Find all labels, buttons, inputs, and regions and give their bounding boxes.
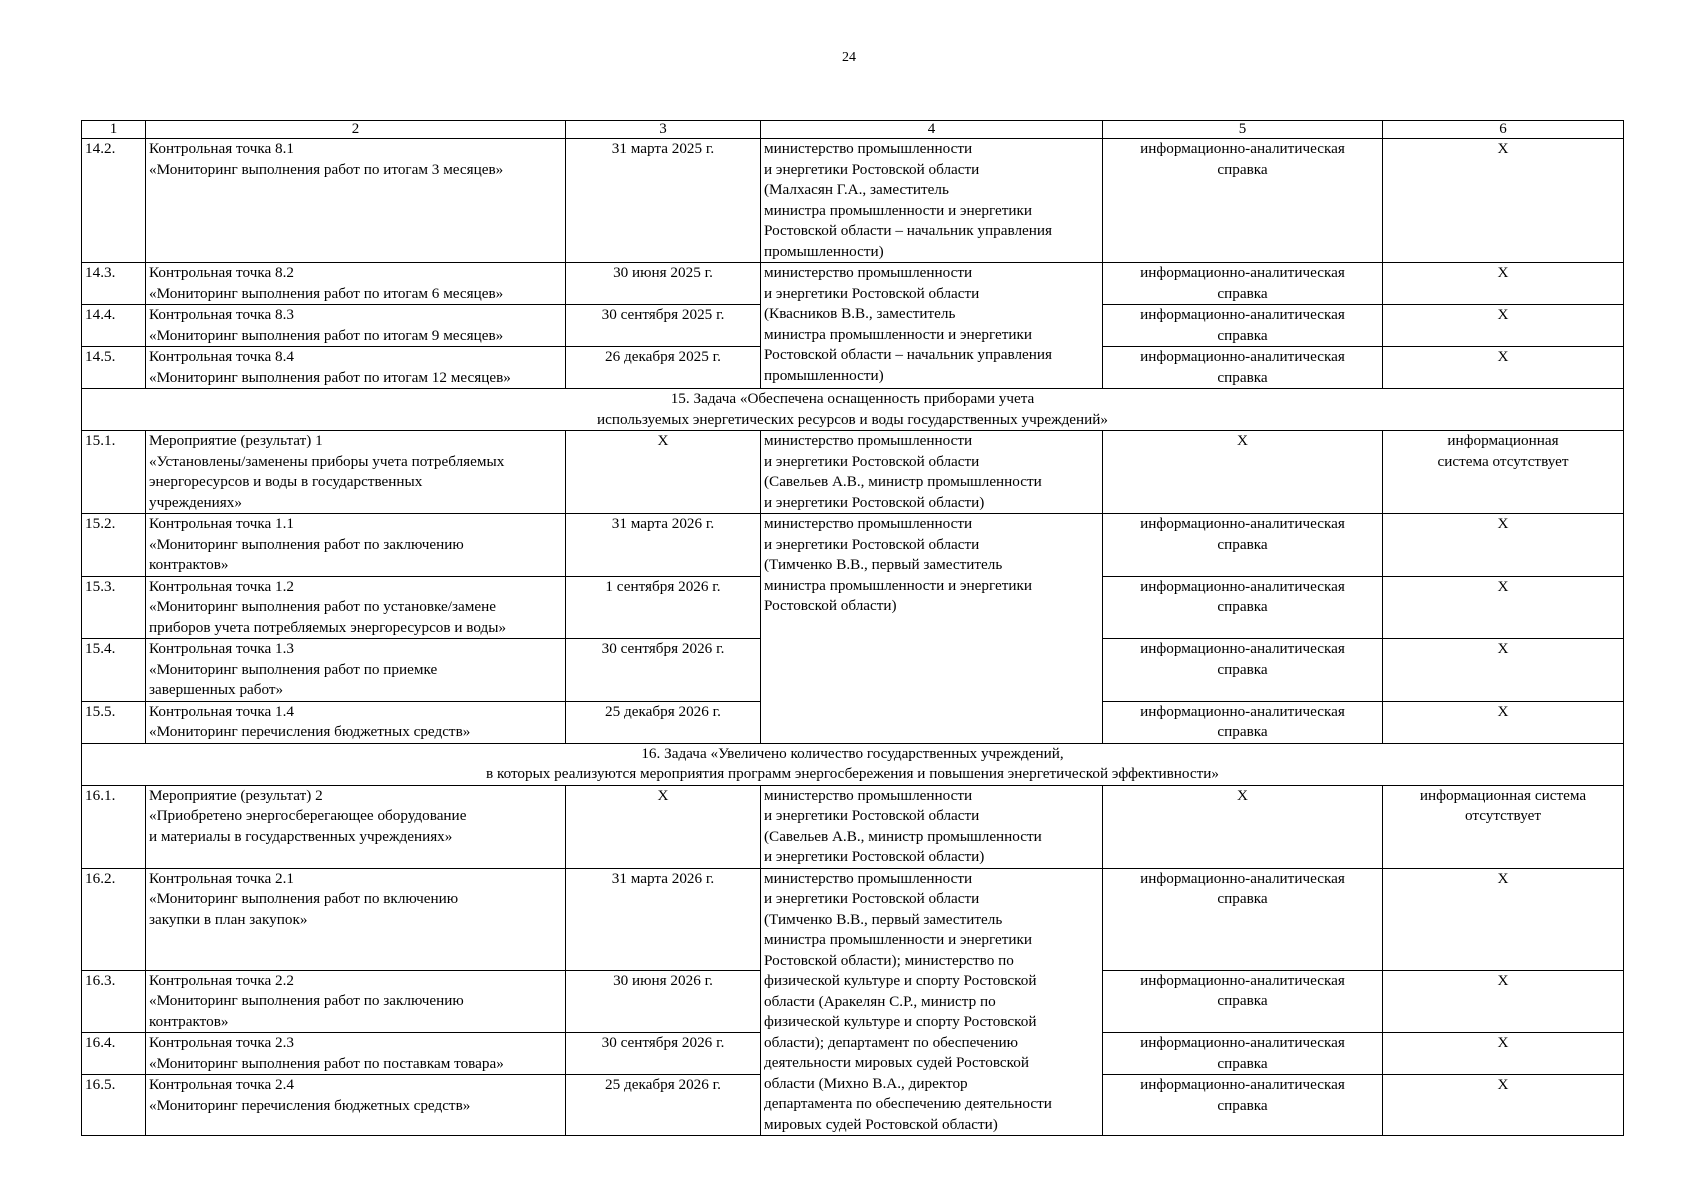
- cell-line: Контрольная точка 8.3: [149, 306, 295, 323]
- column-header: 2: [146, 121, 566, 139]
- table-row: [82, 868, 1624, 970]
- cell-line: информационная: [1447, 432, 1559, 449]
- cell-line: информационно-аналитическая: [1140, 577, 1345, 595]
- page-number: 24: [842, 50, 856, 65]
- header-row: [82, 121, 1624, 139]
- cell-line: и энергетики Ростовской области: [764, 452, 980, 470]
- cell-line: Контрольная точка 2.3: [149, 1034, 295, 1051]
- item-name: [146, 431, 566, 514]
- cell-line: X: [1497, 640, 1509, 657]
- cell-line: X: [1497, 1034, 1509, 1051]
- cell-line: справка: [1217, 660, 1268, 678]
- cell-line: «Мониторинг выполнения работ по итогам 9 месяцев»: [149, 326, 504, 344]
- cell-line: справка: [1217, 723, 1268, 740]
- cell-line: информационно-аналитическая: [1140, 264, 1345, 281]
- cell-line: система отсутствует: [1437, 452, 1569, 470]
- document-type: [1103, 576, 1383, 639]
- information-system: [1383, 347, 1624, 389]
- item-name: [146, 576, 566, 639]
- due-date: 26 декабря 2025 г.: [566, 347, 761, 389]
- cell-line: Контрольная точка 8.2: [149, 264, 295, 281]
- responsible-executor: [761, 785, 1103, 868]
- cell-line: X: [1497, 515, 1509, 532]
- cell-line: «Мониторинг выполнения работ по установке/замене: [149, 598, 496, 615]
- cell-line: и энергетики Ростовской области: [764, 807, 980, 824]
- cell-line: (Савельев А.В., министр промышленности: [764, 827, 1042, 845]
- row-number: 14.2.: [82, 139, 146, 263]
- cell-line: X: [1497, 1076, 1509, 1093]
- cell-line: промышленности): [764, 242, 884, 260]
- cell-line: Контрольная точка 2.1: [149, 869, 295, 887]
- cell-line: справка: [1217, 1054, 1268, 1072]
- document-type: [1103, 701, 1383, 743]
- responsible-executor: [761, 139, 1103, 263]
- table-row: [82, 514, 1624, 577]
- cell-line: информационно-аналитическая: [1140, 1076, 1345, 1093]
- due-date: 30 июня 2025 г.: [566, 263, 761, 305]
- cell-line: Ростовской области – начальник управления: [764, 222, 1053, 239]
- information-system: [1383, 639, 1624, 702]
- cell-line: справка: [1217, 368, 1268, 386]
- cell-line: контрактов»: [149, 1012, 229, 1030]
- due-date: 30 сентября 2025 г.: [566, 305, 761, 347]
- row-number: 16.1.: [82, 785, 146, 868]
- cell-line: информационно-аналитическая: [1140, 640, 1345, 657]
- cell-line: «Мониторинг выполнения работ по заключению: [149, 535, 464, 553]
- task-row: [82, 389, 1624, 431]
- item-name: [146, 139, 566, 263]
- row-number: 16.5.: [82, 1075, 146, 1136]
- cell-line: 15. Задача «Обеспечена оснащенность приборами учета: [670, 390, 1035, 407]
- cell-line: «Установлены/заменены приборы учета потребляемых: [149, 452, 505, 470]
- cell-line: информационно-аналитическая: [1140, 1034, 1345, 1051]
- column-header: 5: [1103, 121, 1383, 139]
- cell-line: «Мониторинг выполнения работ по заключению: [149, 992, 464, 1009]
- cell-line: закупки в план закупок»: [149, 910, 308, 928]
- cell-line: информационная система: [1419, 786, 1587, 804]
- cell-line: «Мониторинг перечисления бюджетных средств»: [149, 723, 471, 740]
- cell-line: в которых реализуются мероприятия программ энергосбережения и повышения энергетической эффективности»: [486, 765, 1219, 782]
- cell-line: «Мониторинг перечисления бюджетных средств»: [149, 1096, 471, 1114]
- information-system: [1383, 514, 1624, 577]
- table-row: [82, 431, 1624, 514]
- cell-line: мировых судей Ростовской области): [764, 1115, 998, 1133]
- due-date: X: [566, 431, 761, 514]
- document-type: [1103, 305, 1383, 347]
- row-number: 15.5.: [82, 701, 146, 743]
- cell-line: министерство промышленности: [764, 140, 973, 157]
- cell-line: области (Михно В.А., директор: [764, 1074, 968, 1092]
- document-type: [1103, 785, 1383, 868]
- item-name: [146, 970, 566, 1033]
- column-header: 4: [761, 121, 1103, 139]
- cell-line: энергоресурсов и воды в государственных: [149, 473, 423, 490]
- cell-line: и энергетики Ростовской области: [764, 284, 980, 302]
- due-date: 31 марта 2025 г.: [566, 139, 761, 263]
- cell-line: X: [1237, 432, 1248, 449]
- information-system: [1383, 701, 1624, 743]
- cell-line: «Мониторинг выполнения работ по итогам 6 месяцев»: [149, 284, 504, 302]
- cell-line: X: [1237, 786, 1248, 804]
- cell-line: министерство промышленности: [764, 515, 973, 532]
- information-system: [1383, 785, 1624, 868]
- cell-line: завершенных работ»: [149, 681, 284, 698]
- cell-line: «Приобретено энергосберегающее оборудование: [149, 807, 467, 824]
- item-name: [146, 347, 566, 389]
- cell-line: Контрольная точка 1.4: [149, 702, 295, 720]
- cell-line: Контрольная точка 1.1: [149, 515, 295, 532]
- row-number: 15.4.: [82, 639, 146, 702]
- information-system: [1383, 868, 1624, 970]
- row-number: 15.2.: [82, 514, 146, 577]
- item-name: [146, 263, 566, 305]
- cell-line: департамента по обеспечению деятельности: [764, 1095, 1052, 1112]
- item-name: [146, 514, 566, 577]
- row-number: 14.4.: [82, 305, 146, 347]
- information-system: [1383, 1075, 1624, 1136]
- cell-line: министра промышленности и энергетики: [764, 325, 1033, 343]
- cell-line: министерство промышленности: [764, 432, 973, 449]
- cell-line: Ростовской области); министерство по: [764, 951, 1014, 969]
- cell-line: физической культуре и спорту Ростовской: [764, 972, 1037, 989]
- information-system: [1383, 576, 1624, 639]
- cell-line: справка: [1217, 160, 1268, 178]
- cell-line: Контрольная точка 2.2: [149, 971, 295, 989]
- row-number: 15.3.: [82, 576, 146, 639]
- due-date: X: [566, 785, 761, 868]
- information-system: [1383, 970, 1624, 1033]
- cell-line: X: [1497, 702, 1509, 720]
- column-header: 6: [1383, 121, 1624, 139]
- cell-line: Контрольная точка 1.2: [149, 577, 295, 595]
- document-type: [1103, 431, 1383, 514]
- cell-line: информационно-аналитическая: [1140, 971, 1345, 989]
- cell-line: отсутствует: [1465, 807, 1541, 824]
- cell-line: информационно-аналитическая: [1140, 348, 1345, 365]
- cell-line: Ростовской области – начальник управления: [764, 346, 1053, 363]
- row-number: 14.5.: [82, 347, 146, 389]
- cell-line: Мероприятие (результат) 2: [149, 786, 323, 804]
- due-date: 31 марта 2026 г.: [566, 868, 761, 970]
- table-row: [82, 263, 1624, 305]
- cell-line: X: [1497, 140, 1509, 157]
- item-name: [146, 868, 566, 970]
- cell-line: учреждениях»: [149, 493, 242, 511]
- cell-line: и энергетики Ростовской области: [764, 160, 980, 178]
- cell-line: справка: [1217, 598, 1268, 615]
- item-name: [146, 1033, 566, 1075]
- cell-line: «Мониторинг выполнения работ по итогам 3 месяцев»: [149, 160, 504, 178]
- cell-line: X: [1497, 869, 1509, 887]
- cell-line: X: [1497, 306, 1509, 323]
- due-date: 31 марта 2026 г.: [566, 514, 761, 577]
- due-date: 1 сентября 2026 г.: [566, 576, 761, 639]
- cell-line: информационно-аналитическая: [1140, 140, 1345, 157]
- due-date: 30 сентября 2026 г.: [566, 1033, 761, 1075]
- cell-line: контрактов»: [149, 556, 229, 573]
- cell-line: X: [1497, 971, 1509, 989]
- cell-line: министерство промышленности: [764, 786, 973, 804]
- cell-line: 16. Задача «Увеличено количество государственных учреждений,: [641, 744, 1064, 762]
- cell-line: справка: [1217, 992, 1268, 1009]
- cell-line: деятельности мировых судей Ростовской: [764, 1054, 1029, 1071]
- information-system: [1383, 431, 1624, 514]
- cell-line: «Мониторинг выполнения работ по итогам 12 месяцев»: [149, 368, 511, 386]
- cell-line: и энергетики Ростовской области: [764, 890, 980, 907]
- document-type: [1103, 970, 1383, 1033]
- cell-line: справка: [1217, 535, 1268, 553]
- cell-line: и энергетики Ростовской области): [764, 493, 985, 511]
- information-system: [1383, 263, 1624, 305]
- cell-line: используемых энергетических ресурсов и воды государственных учреждений»: [596, 410, 1109, 428]
- item-name: [146, 305, 566, 347]
- cell-line: (Малхасян Г.А., заместитель: [764, 181, 949, 198]
- information-system: [1383, 139, 1624, 263]
- cell-line: Контрольная точка 8.4: [149, 348, 295, 365]
- cell-line: справка: [1217, 326, 1268, 344]
- due-date: 30 июня 2026 г.: [566, 970, 761, 1033]
- row-number: 15.1.: [82, 431, 146, 514]
- column-header: 1: [82, 121, 146, 139]
- cell-line: Мероприятие (результат) 1: [149, 432, 323, 449]
- cell-line: министра промышленности и энергетики: [764, 931, 1033, 948]
- document-type: [1103, 1075, 1383, 1136]
- cell-line: (Квасников В.В., заместитель: [764, 305, 956, 322]
- due-date: 25 декабря 2026 г.: [566, 701, 761, 743]
- row-number: 14.3.: [82, 263, 146, 305]
- responsible-executor: [761, 431, 1103, 514]
- cell-line: X: [1497, 348, 1509, 365]
- plan-table: [81, 120, 1624, 1136]
- responsible-executor: [761, 868, 1103, 1136]
- item-name: [146, 639, 566, 702]
- cell-line: министерство промышленности: [764, 869, 973, 887]
- cell-line: министра промышленности и энергетики: [764, 576, 1033, 594]
- cell-line: и энергетики Ростовской области: [764, 535, 980, 553]
- row-number: 16.3.: [82, 970, 146, 1033]
- cell-line: и материалы в государственных учреждениях»: [149, 827, 453, 845]
- cell-line: физической культуре и спорту Ростовской: [764, 1013, 1037, 1030]
- cell-line: информационно-аналитическая: [1140, 515, 1345, 532]
- document-type: [1103, 639, 1383, 702]
- information-system: [1383, 1033, 1624, 1075]
- table-row: [82, 785, 1624, 868]
- item-name: [146, 1075, 566, 1136]
- cell-line: справка: [1217, 890, 1268, 907]
- document-type: [1103, 263, 1383, 305]
- cell-line: информационно-аналитическая: [1140, 306, 1345, 323]
- document-type: [1103, 347, 1383, 389]
- cell-line: «Мониторинг выполнения работ по поставкам товара»: [149, 1054, 504, 1072]
- cell-line: (Тимченко В.В., первый заместитель: [764, 910, 1003, 928]
- item-name: [146, 785, 566, 868]
- cell-line: справка: [1217, 1096, 1268, 1114]
- document-type: [1103, 868, 1383, 970]
- document-type: [1103, 514, 1383, 577]
- cell-line: министра промышленности и энергетики: [764, 201, 1033, 219]
- cell-line: области (Аракелян С.Р., министр по: [764, 992, 996, 1010]
- due-date: 30 сентября 2026 г.: [566, 639, 761, 702]
- responsible-executor: [761, 263, 1103, 389]
- cell-line: и энергетики Ростовской области): [764, 848, 985, 865]
- cell-line: Контрольная точка 1.3: [149, 640, 295, 657]
- cell-line: информационно-аналитическая: [1140, 869, 1345, 887]
- information-system: [1383, 305, 1624, 347]
- cell-line: министерство промышленности: [764, 264, 973, 281]
- cell-line: Ростовской области): [764, 597, 897, 614]
- cell-line: Контрольная точка 2.4: [149, 1076, 295, 1093]
- cell-line: промышленности): [764, 366, 884, 384]
- document-type: [1103, 1033, 1383, 1075]
- task-title: [82, 389, 1624, 431]
- item-name: [146, 701, 566, 743]
- cell-line: приборов учета потребляемых энергоресурсов и воды»: [149, 618, 507, 636]
- task-title: [82, 743, 1624, 785]
- column-header: 3: [566, 121, 761, 139]
- row-number: 16.2.: [82, 868, 146, 970]
- cell-line: «Мониторинг выполнения работ по приемке: [149, 660, 438, 678]
- cell-line: (Савельев А.В., министр промышленности: [764, 473, 1042, 490]
- document-type: [1103, 139, 1383, 263]
- cell-line: справка: [1217, 284, 1268, 302]
- task-row: [82, 743, 1624, 785]
- cell-line: (Тимченко В.В., первый заместитель: [764, 556, 1003, 573]
- responsible-executor: [761, 514, 1103, 744]
- cell-line: области); департамент по обеспечению: [764, 1033, 1019, 1051]
- table-row: [82, 139, 1624, 263]
- row-number: 16.4.: [82, 1033, 146, 1075]
- due-date: 25 декабря 2026 г.: [566, 1075, 761, 1136]
- cell-line: X: [1497, 264, 1509, 281]
- cell-line: «Мониторинг выполнения работ по включению: [149, 890, 459, 907]
- cell-line: X: [1497, 577, 1509, 595]
- cell-line: информационно-аналитическая: [1140, 702, 1345, 720]
- cell-line: Контрольная точка 8.1: [149, 140, 295, 157]
